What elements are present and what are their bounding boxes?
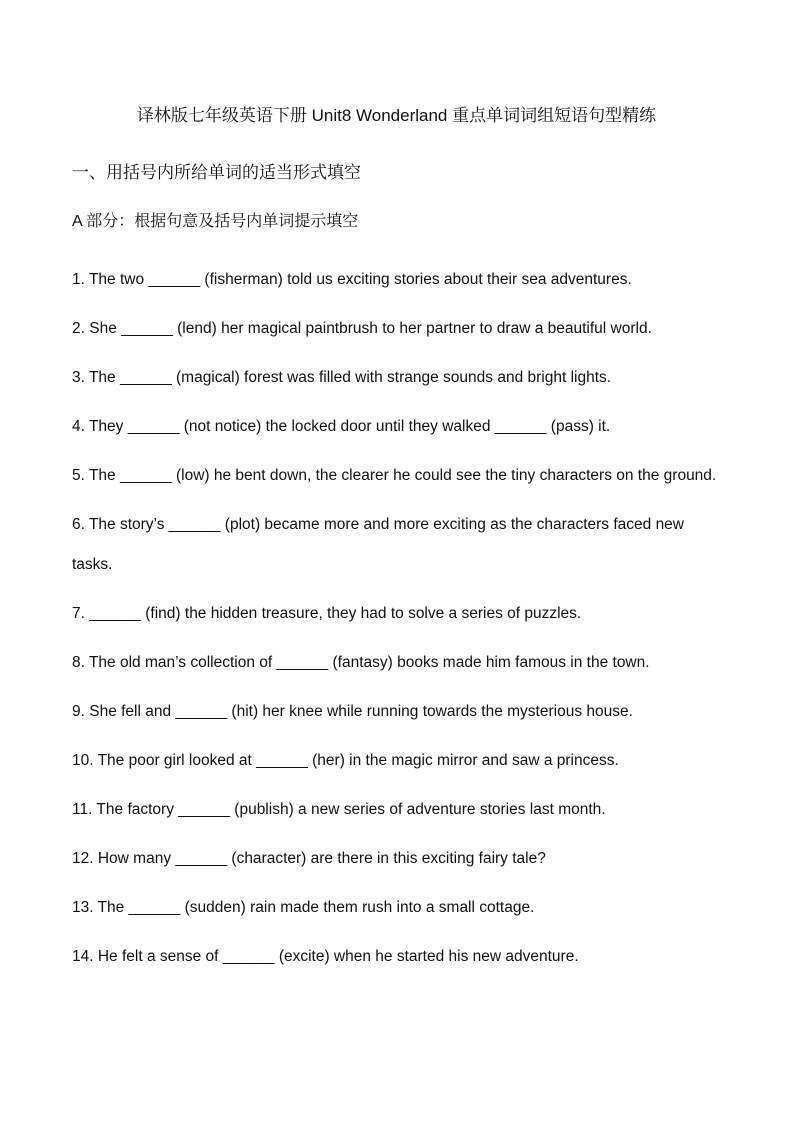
question-item: 9. She fell and ______ (hit) her knee while running towards the mysterious house. [72,702,633,720]
question-item: 10. The poor girl looked at ______ (her) in the magic mirror and saw a princess. [72,751,619,769]
question-item: 6. The story’s ______ (plot) became more and more exciting as the characters faced new tasks. [72,516,685,573]
part-heading: A 部分：根据句意及括号内单词提示填空 [72,213,359,230]
question-item: 13. The ______ (sudden) rain made them rush into a small cottage. [72,898,535,916]
question-item: 1. The two ______ (fisherman) told us exciting stories about their sea adventures. [72,271,632,288]
question-item: 11. The factory ______ (publish) a new series of adventure stories last month. [72,800,606,818]
question-item: 4. They ______ (not notice) the locked door until they walked ______ (pass) it. [72,418,611,435]
question-item: 2. She ______ (lend) her magical paintbrush to her partner to draw a beautiful world. [72,320,652,337]
question-item: 14. He felt a sense of ______ (excite) when he started his new adventure. [72,947,579,965]
question-item: 3. The ______ (magical) forest was filled with strange sounds and bright lights. [72,369,612,386]
page-title: 译林版七年级英语下册 Unit8 Wonderland 重点单词词组短语句型精练 [136,106,657,125]
question-item: 8. The old man’s collection of ______ (fantasy) books made him famous in the town. [72,653,650,671]
section-heading: 一、用括号内所给单词的适当形式填空 [72,163,361,182]
question-item: 5. The ______ (low) he bent down, the clearer he could see the tiny characters on the ground. [72,467,717,484]
question-item: 7. ______ (find) the hidden treasure, they had to solve a series of puzzles. [72,604,582,622]
question-item: 12. How many ______ (character) are there in this exciting fairy tale? [72,849,546,867]
question-list [72,260,724,976]
